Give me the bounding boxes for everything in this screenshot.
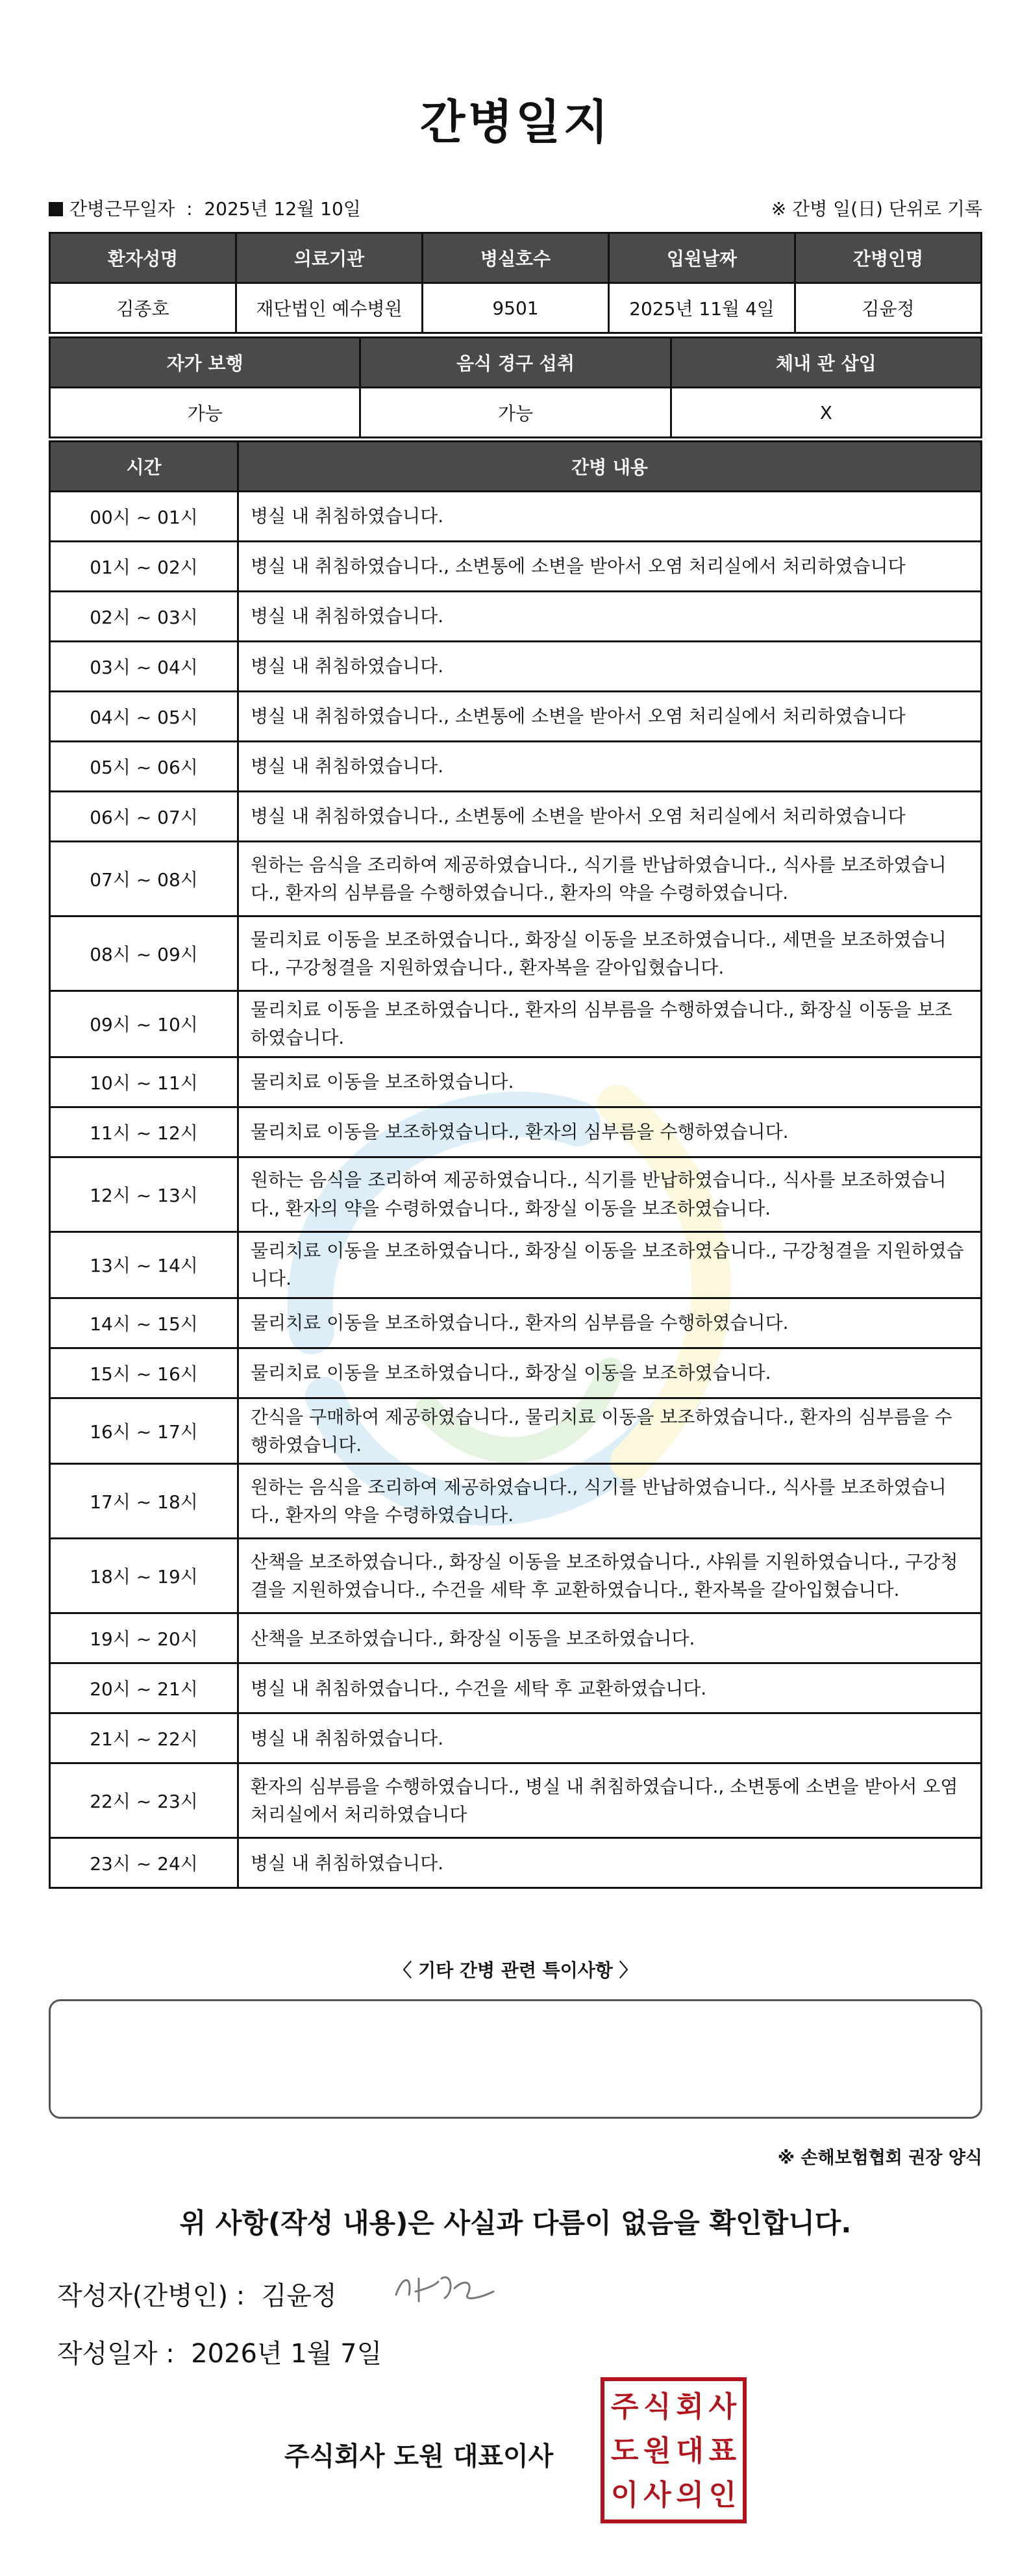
log-time: 23시 ~ 24시 (50, 1838, 238, 1888)
seal-character: 식 (643, 2390, 671, 2423)
seal-character: 의 (676, 2479, 704, 2512)
log-row (50, 642, 982, 692)
log-time: 10시 ~ 11시 (50, 1057, 238, 1107)
seal-character: 도 (610, 2434, 639, 2468)
log-time: 08시 ~ 09시 (50, 916, 238, 991)
log-content: 원하는 음식을 조리하여 제공하였습니다., 식기를 반납하였습니다., 식사를 보조하였습니다., 환자의 심부름을 수행하였습니다., 환자의 약을 수령하였습니다. (238, 842, 982, 916)
log-row (50, 1348, 982, 1398)
header-cell: 자가 보행 (50, 338, 360, 388)
page-title: 간병일지 (419, 95, 612, 149)
log-time: 19시 ~ 20시 (50, 1613, 238, 1663)
header-cell: 음식 경구 섭취 (360, 338, 671, 388)
log-row (50, 1663, 982, 1713)
company-seal-stamp (601, 2377, 747, 2523)
log-content: 병실 내 취침하였습니다. (238, 592, 982, 642)
room-number: 9501 (423, 283, 609, 333)
log-time: 11시 ~ 12시 (50, 1107, 238, 1157)
admission-date: 2025년 11월 4일 (609, 283, 795, 333)
log-time: 04시 ~ 05시 (50, 692, 238, 742)
writer-name: 김윤정 (261, 2281, 337, 2311)
log-content: 병실 내 취침하였습니다., 소변통에 소변을 받아서 오염 처리실에서 처리하였습니다 (238, 692, 982, 742)
daily-record-note: ※ 간병 일(日) 단위로 기록 (771, 198, 982, 220)
seal-character: 회 (676, 2390, 704, 2423)
log-row (50, 1613, 982, 1663)
header-cell: 시간 (50, 442, 238, 492)
status-header-row (50, 338, 982, 388)
seal-character: 이 (610, 2479, 639, 2512)
log-time: 07시 ~ 08시 (50, 842, 238, 916)
work-date-value: 2025년 12월 10일 (204, 198, 361, 220)
writer-label: 작성자(간병인) : (57, 2281, 245, 2311)
log-time: 01시 ~ 02시 (50, 542, 238, 592)
work-date: 간병근무일자 : 2025년 12월 10일 (49, 195, 361, 221)
log-content: 병실 내 취침하였습니다. (238, 1838, 982, 1888)
handwritten-signature (390, 2266, 500, 2311)
header-cell: 간병 내용 (238, 442, 982, 492)
company-representative: 주식회사 도원 대표이사 (284, 2442, 554, 2471)
log-content: 원하는 음식을 조리하여 제공하였습니다., 식기를 반납하였습니다., 식사를 보조하였습니다., 환자의 약을 수령하였습니다. (238, 1464, 982, 1539)
log-row (50, 1763, 982, 1838)
header-cell: 체내 관 삽입 (671, 338, 981, 388)
log-time: 21시 ~ 22시 (50, 1713, 238, 1763)
special-notes-text (51, 2001, 980, 2027)
patient-info-header-row (50, 233, 982, 283)
log-row (50, 1298, 982, 1348)
recommended-form-note: ※ 손해보험협회 권장 양식 (777, 2148, 982, 2168)
seal-character: 표 (708, 2434, 737, 2468)
header-cell: 입원날짜 (609, 233, 795, 283)
patient-status-table (49, 336, 982, 438)
header-cell: 의료기관 (236, 233, 423, 283)
header-cell: 병실호수 (423, 233, 609, 283)
log-row (50, 1231, 982, 1298)
self-walking-value: 가능 (50, 388, 360, 438)
log-row (50, 991, 982, 1057)
hourly-care-log-table (49, 440, 982, 1889)
confirmation-statement: 위 사항(작성 내용)은 사실과 다름이 없음을 확인합니다. (179, 2207, 852, 2239)
log-row (50, 692, 982, 742)
work-date-label: 간병근무일자 (69, 198, 175, 220)
status-value-row (50, 388, 982, 438)
hospital-name: 재단법인 예수병원 (236, 283, 423, 333)
log-row (50, 1057, 982, 1107)
log-row (50, 1539, 982, 1613)
log-content: 물리치료 이동을 보조하였습니다., 환자의 심부름을 수행하였습니다. (238, 1298, 982, 1348)
log-content: 산책을 보조하였습니다., 화장실 이동을 보조하였습니다., 샤워를 지원하였습니다., 구강청결을 지원하였습니다., 수건을 세탁 후 교환하였습니다., 환자복을 갈아입혔습니다. (238, 1539, 982, 1613)
oral-intake-value: 가능 (360, 388, 671, 438)
log-time: 03시 ~ 04시 (50, 642, 238, 692)
written-date-value: 2026년 1월 7일 (191, 2339, 382, 2369)
log-time: 16시 ~ 17시 (50, 1398, 238, 1464)
tube-insertion-value: X (671, 388, 981, 438)
log-content: 간식을 구매하여 제공하였습니다., 물리치료 이동을 보조하였습니다., 환자의 심부름을 수행하였습니다. (238, 1398, 982, 1464)
log-content: 물리치료 이동을 보조하였습니다., 화장실 이동을 보조하였습니다., 구강청결을 지원하였습니다. (238, 1231, 982, 1298)
written-date-label: 작성일자 : (57, 2339, 175, 2369)
log-content: 병실 내 취침하였습니다. (238, 492, 982, 542)
seal-character: 사 (708, 2390, 737, 2423)
patient-name: 김종호 (50, 283, 236, 333)
log-content: 병실 내 취침하였습니다. (238, 1713, 982, 1763)
log-time: 17시 ~ 18시 (50, 1464, 238, 1539)
log-row (50, 1464, 982, 1539)
log-row (50, 1398, 982, 1464)
log-row (50, 592, 982, 642)
log-content: 병실 내 취침하였습니다., 소변통에 소변을 받아서 오염 처리실에서 처리하였습니다 (238, 542, 982, 592)
seal-character: 주 (610, 2390, 639, 2423)
log-content: 병실 내 취침하였습니다., 수건을 세탁 후 교환하였습니다. (238, 1663, 982, 1713)
log-time: 12시 ~ 13시 (50, 1157, 238, 1231)
log-time: 18시 ~ 19시 (50, 1539, 238, 1613)
log-row (50, 916, 982, 991)
log-content: 병실 내 취침하였습니다. (238, 742, 982, 792)
written-date-line (57, 2333, 382, 2370)
log-row (50, 542, 982, 592)
seal-character: 인 (708, 2479, 737, 2512)
log-time: 05시 ~ 06시 (50, 742, 238, 792)
seal-character: 원 (643, 2434, 671, 2468)
seal-character: 대 (676, 2434, 704, 2468)
log-time: 02시 ~ 03시 (50, 592, 238, 642)
log-time: 09시 ~ 10시 (50, 991, 238, 1057)
log-content: 물리치료 이동을 보조하였습니다., 화장실 이동을 보조하였습니다. (238, 1348, 982, 1398)
log-row (50, 1838, 982, 1888)
log-content: 환자의 심부름을 수행하였습니다., 병실 내 취침하였습니다., 소변통에 소변을 받아서 오염 처리실에서 처리하였습니다 (238, 1763, 982, 1838)
log-header-row (50, 442, 982, 492)
log-row (50, 792, 982, 842)
log-row (50, 492, 982, 542)
caregiver-name: 김윤정 (795, 283, 982, 333)
header-cell: 환자성명 (50, 233, 236, 283)
log-content: 물리치료 이동을 보조하였습니다., 환자의 심부름을 수행하였습니다., 화장실 이동을 보조하였습니다. (238, 991, 982, 1057)
log-time: 14시 ~ 15시 (50, 1298, 238, 1348)
log-time: 00시 ~ 01시 (50, 492, 238, 542)
log-time: 22시 ~ 23시 (50, 1763, 238, 1838)
log-time: 13시 ~ 14시 (50, 1231, 238, 1298)
special-notes-title: 〈 기타 간병 관련 특이사항 〉 (393, 1960, 638, 1981)
log-time: 20시 ~ 21시 (50, 1663, 238, 1713)
log-row (50, 1713, 982, 1763)
log-content: 물리치료 이동을 보조하였습니다. (238, 1057, 982, 1107)
log-row (50, 1107, 982, 1157)
log-content: 원하는 음식을 조리하여 제공하였습니다., 식기를 반납하였습니다., 식사를 보조하였습니다., 환자의 약을 수령하였습니다., 화장실 이동을 보조하였습니다. (238, 1157, 982, 1231)
special-notes-box (49, 1999, 982, 2119)
log-row (50, 1157, 982, 1231)
log-time: 06시 ~ 07시 (50, 792, 238, 842)
log-content: 산책을 보조하였습니다., 화장실 이동을 보조하였습니다. (238, 1613, 982, 1663)
patient-info-value-row (50, 283, 982, 333)
seal-character: 사 (643, 2479, 671, 2512)
seal-characters (608, 2385, 739, 2516)
square-bullet-icon (49, 202, 63, 216)
log-content: 병실 내 취침하였습니다. (238, 642, 982, 692)
patient-info-table (49, 232, 982, 334)
log-content: 병실 내 취침하였습니다., 소변통에 소변을 받아서 오염 처리실에서 처리하였습니다 (238, 792, 982, 842)
writer-line (57, 2275, 337, 2312)
log-time: 15시 ~ 16시 (50, 1348, 238, 1398)
log-content: 물리치료 이동을 보조하였습니다., 화장실 이동을 보조하였습니다., 세면을 보조하였습니다., 구강청결을 지원하였습니다., 환자복을 갈아입혔습니다. (238, 916, 982, 991)
log-row (50, 842, 982, 916)
header-cell: 간병인명 (795, 233, 982, 283)
log-content: 물리치료 이동을 보조하였습니다., 환자의 심부름을 수행하였습니다. (238, 1107, 982, 1157)
log-row (50, 742, 982, 792)
